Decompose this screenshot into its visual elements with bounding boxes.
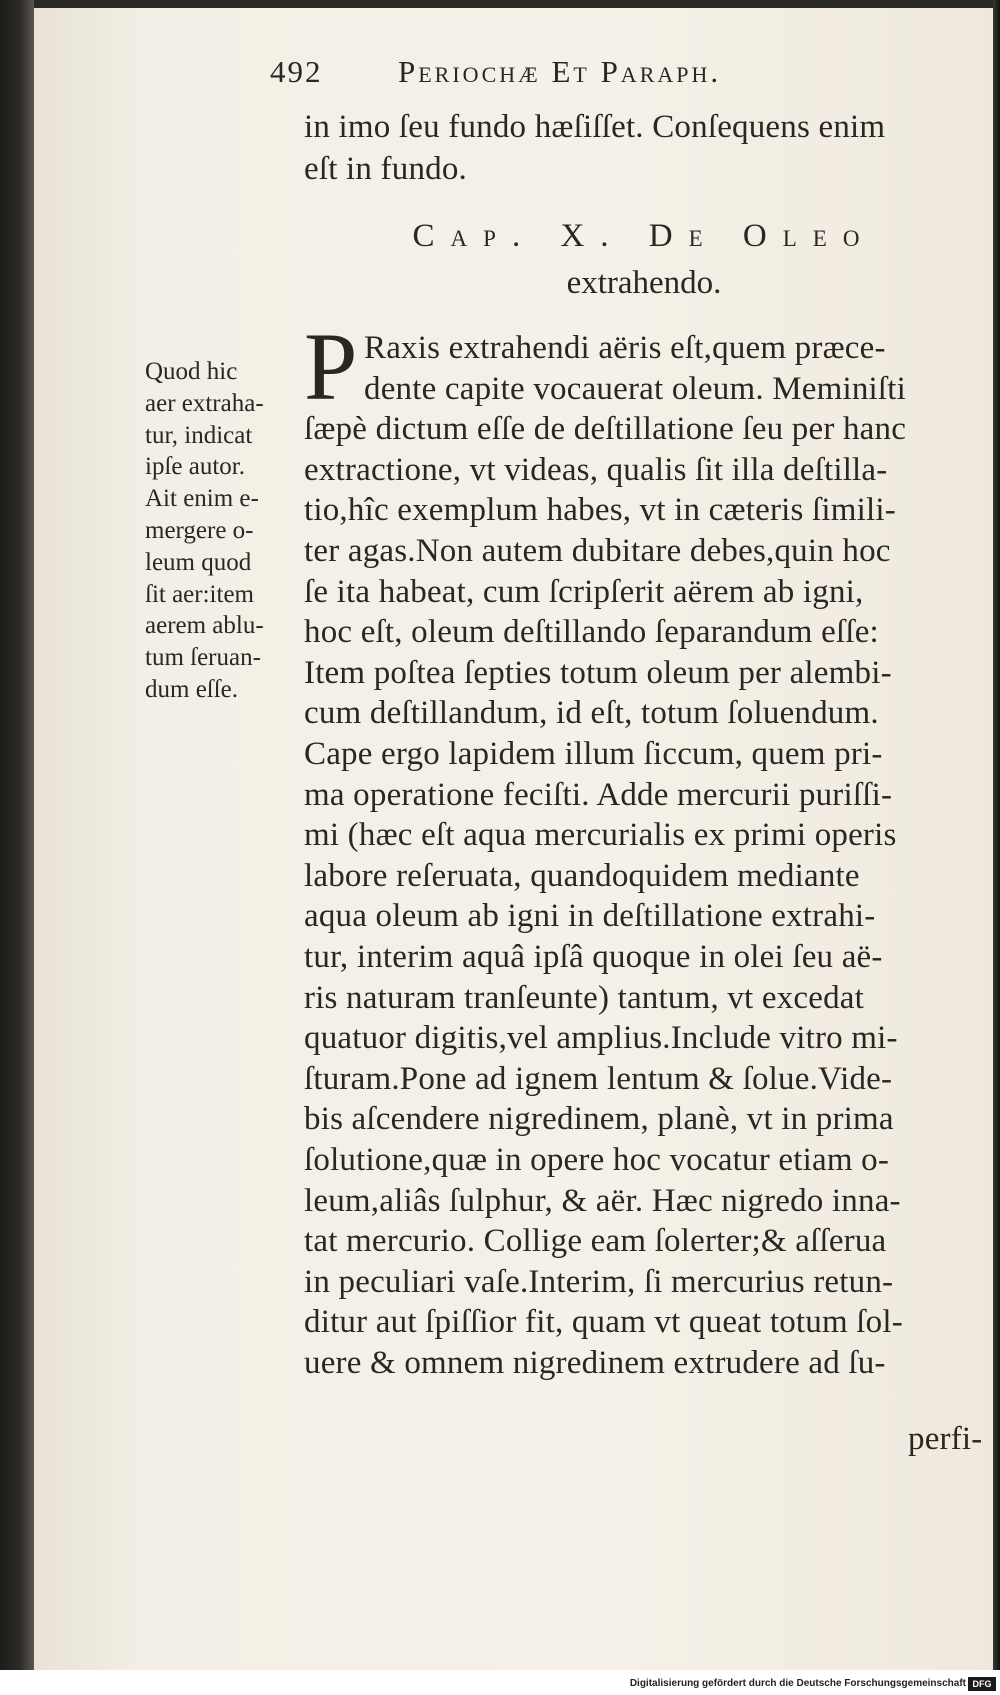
marginal-note-line: ſit aer:item	[145, 580, 254, 608]
running-header	[270, 48, 910, 98]
marginal-note-line: dum eſſe.	[145, 676, 239, 703]
catchword: perfi-	[908, 1421, 983, 1457]
scan-top-edge	[34, 0, 993, 8]
chapter-title-line-1: Cap. X. De Oleo	[412, 218, 876, 254]
paragraph-line: ſe ita habeat, cum ſcripſerit aërem ab igni,	[304, 573, 864, 610]
marginal-note-line: aer extraha-	[145, 389, 264, 417]
paragraph-line: ditur aut ſpiſſior fit, quam vt queat totum ſol-	[304, 1304, 903, 1341]
marginal-note-line: Quod hic	[145, 358, 238, 385]
paragraph-line: labore reſeruata, quandoquidem mediante	[304, 857, 860, 894]
chapter-title-line-2: extrahendo.	[566, 265, 722, 301]
digitization-credit: Digitalisierung gefördert durch die Deutsche Forschungsgemeinschaft	[629, 1678, 966, 1689]
paragraph-line: Cape ergo lapidem illum ſiccum, quem pri-	[304, 736, 883, 772]
paragraph-line: dente capite vocauerat oleum. Meminiſti	[364, 370, 907, 407]
paragraph-line: aqua oleum ab igni in deſtillatione extrahi-	[304, 898, 876, 935]
paragraph-line: extractione, vt videas, qualis ſit illa deſtilla-	[304, 451, 888, 488]
marginal-note-line: Ait enim e-	[145, 485, 259, 513]
scan-right-edge	[993, 0, 1000, 1670]
dfg-logo: DFG	[968, 1677, 996, 1691]
text-line: eſt in fundo.	[304, 151, 467, 187]
chapter-heading	[304, 212, 984, 312]
paragraph-line: tur, interim aquâ ipſâ quoque in olei ſeu aë-	[304, 939, 883, 975]
paragraph-line: tat mercurio. Collige eam ſolerter;& aſſerua	[304, 1223, 887, 1260]
paragraph-line: ter agas.Non autem dubitare debes,quin hoc	[304, 533, 891, 569]
paragraph-line: cum deſtillandum, id eſt, totum ſoluendum.	[304, 695, 879, 732]
paragraph-line: in peculiari vaſe.Interim, ſi mercurius retun-	[304, 1263, 894, 1300]
paragraph-line: Raxis extrahendi aëris eſt,quem præce-	[364, 330, 886, 366]
paragraph-line: leum,aliâs ſulphur, & aër. Hæc nigredo inna-	[304, 1182, 901, 1219]
paragraph-line: mi (hæc eſt aqua mercurialis ex primi operis	[304, 817, 897, 854]
marginal-note-line: tum ſeruan-	[145, 644, 261, 672]
paragraph-line: ſæpè dictum eſſe de deſtillatione ſeu per hanc	[304, 411, 907, 448]
paragraph-line: Item poſtea ſepties totum oleum per alembi-	[304, 654, 892, 691]
paragraph-line: ma operatione feciſti. Adde mercurii puriſſi-	[304, 776, 893, 813]
text-line: in imo ſeu fundo hæſiſſet. Conſequens enim	[304, 109, 886, 145]
book-binding-edge	[0, 0, 34, 1670]
paragraph-line: ſturam.Pone ad ignem lentum & ſolue.Vide-	[304, 1060, 893, 1097]
paragraph-line: ris naturam tranſeunte) tantum, vt excedat	[304, 979, 865, 1016]
paragraph-line: hoc eſt, oleum deſtillando ſeparandum eſſe:	[304, 614, 879, 651]
page-number: 492	[270, 54, 323, 89]
marginal-note-line: ipſe autor.	[145, 453, 245, 481]
paragraph-line: bis aſcendere nigredinem, planè, vt in prima	[304, 1101, 894, 1138]
running-title: Periochæ Et Paraph.	[398, 54, 722, 89]
marginal-note-line: leum quod	[145, 548, 252, 576]
paragraph-line: tio,hîc exemplum habes, vt in cæteris ſimili-	[304, 492, 896, 529]
marginal-note-line: tur, indicat	[145, 421, 253, 449]
paragraph-line: uere & omnem nigredinem extrudere ad ſu-	[304, 1345, 886, 1381]
paragraph-line: quatuor digitis,vel amplius.Include vitro mi-	[304, 1020, 898, 1057]
paragraph-line: ſolutione,quæ in opere hoc vocatur etiam o-	[304, 1142, 890, 1178]
drop-capital: P	[304, 313, 358, 420]
marginal-note-line: mergere o-	[145, 517, 254, 544]
marginal-note-line: aerem ablu-	[145, 612, 264, 640]
